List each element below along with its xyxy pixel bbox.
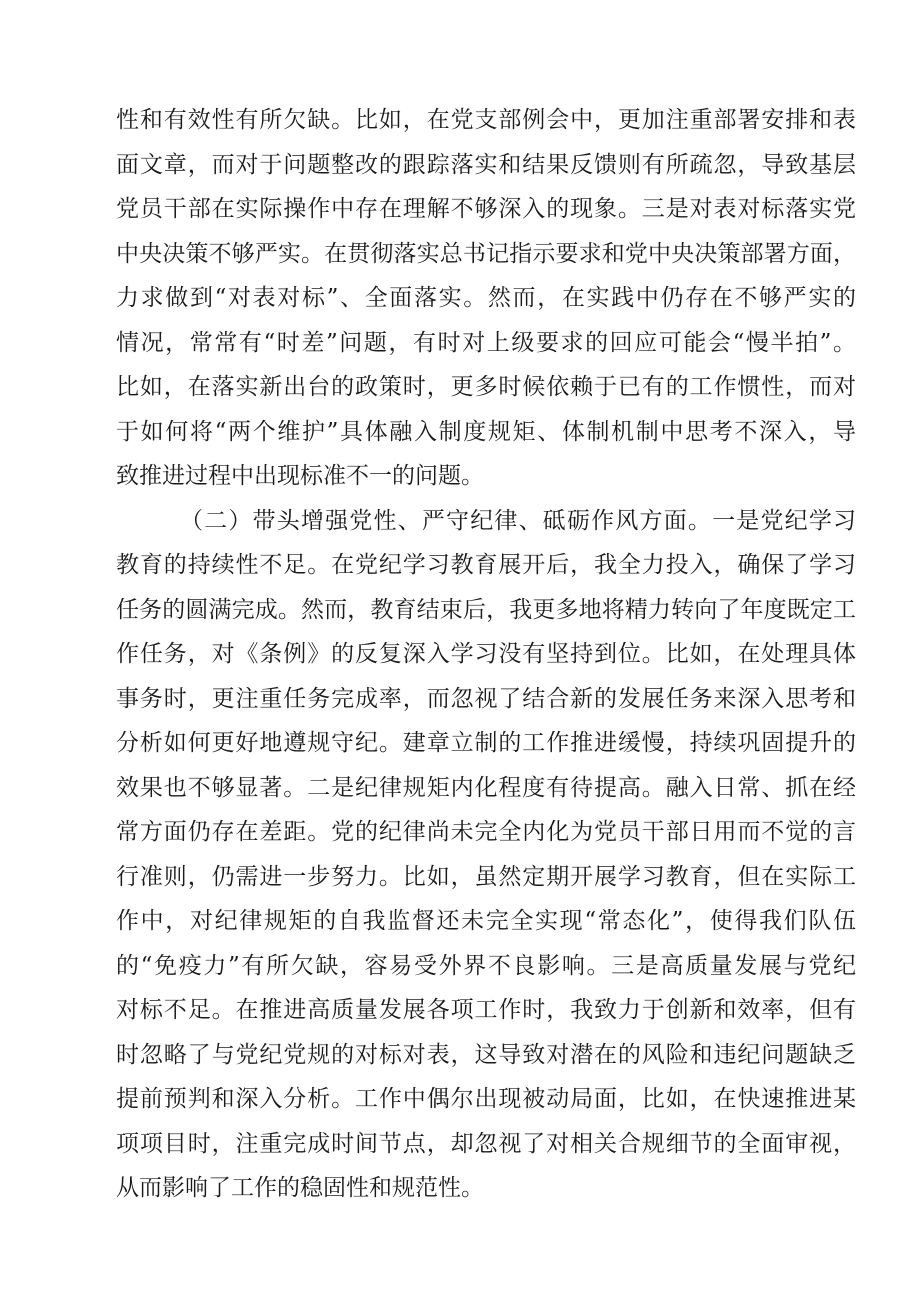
text-line: 时忽略了与党纪党规的对标对表，这导致对潜在的风险和违纪问题缺乏 [116,1041,856,1068]
text-line: 分析如何更好地遵规守纪。建章立制的工作推进缓慢，持续巩固提升的 [116,730,856,756]
text-line: 情况，常常有“时差”问题，有时对上级要求的回应可能会“慢半拍”。 [116,329,856,356]
text-line: 项项目时，注重完成时间节点，却忽视了对相关合规细节的全面审视， [116,1130,856,1157]
text-line: 性和有效性有所欠缺。比如，在党支部例会中，更加注重部署安排和表 [116,107,856,133]
text-line: 教育的持续性不足。在党纪学习教育展开后，我全力投入，确保了学习 [116,552,856,578]
text-line: 从而影响了工作的稳固性和规范性。 [116,1175,484,1201]
text-line: 的“免疫力”有所欠缺，容易受外界不良影响。三是高质量发展与党纪 [116,952,856,979]
text-line: 于如何将“两个维护”具体融入制度规矩、体制机制中思考不深入，导 [116,418,856,445]
text-line: 行准则，仍需进一步努力。比如，虽然定期开展学习教育，但在实际工 [116,863,856,890]
text-line: 对标不足。在推进高质量发展各项工作时，我致力于创新和效率，但有 [116,997,856,1023]
text-line: 面文章，而对于问题整改的跟踪落实和结果反馈则有所疏忽，导致基层 [116,151,856,178]
body-text [116,98,856,1211]
text-line: 提前预判和深入分析。工作中偶尔出现被动局面，比如，在快速推进某 [116,1086,856,1112]
text-line: 作任务，对《条例》的反复深入学习没有坚持到位。比如，在处理具体 [116,641,856,667]
text-line: 致推进过程中出现标准不一的问题。 [116,463,484,489]
text-line: 党员干部在实际操作中存在理解不够深入的现象。三是对表对标落实党 [116,196,856,222]
text-line: 常方面仍存在差距。党的纪律尚未完全内化为党员干部日用而不觉的言 [116,819,856,845]
text-line: 效果也不够显著。二是纪律规矩内化程度有待提高。融入日常、抓在经 [116,774,856,801]
text-line: 任务的圆满完成。然而，教育结束后，我更多地将精力转向了年度既定工 [116,596,856,623]
text-line: 中央决策不够严实。在贯彻落实总书记指示要求和党中央决策部署方面， [116,240,856,267]
text-line: 作中，对纪律规矩的自我监督还未完全实现“常态化”，使得我们队伍 [116,908,856,934]
text-line: 事务时，更注重任务完成率，而忽视了结合新的发展任务来深入思考和 [116,685,856,712]
section-heading-line: （二）带头增强党性、严守纪律、砥砺作风方面。一是党纪学习 [180,507,856,534]
text-line: 比如，在落实新出台的政策时，更多时候依赖于已有的工作惯性，而对 [116,374,856,400]
text-line: 力求做到“对表对标”、全面落实。然而，在实践中仍存在不够严实的 [116,285,856,311]
